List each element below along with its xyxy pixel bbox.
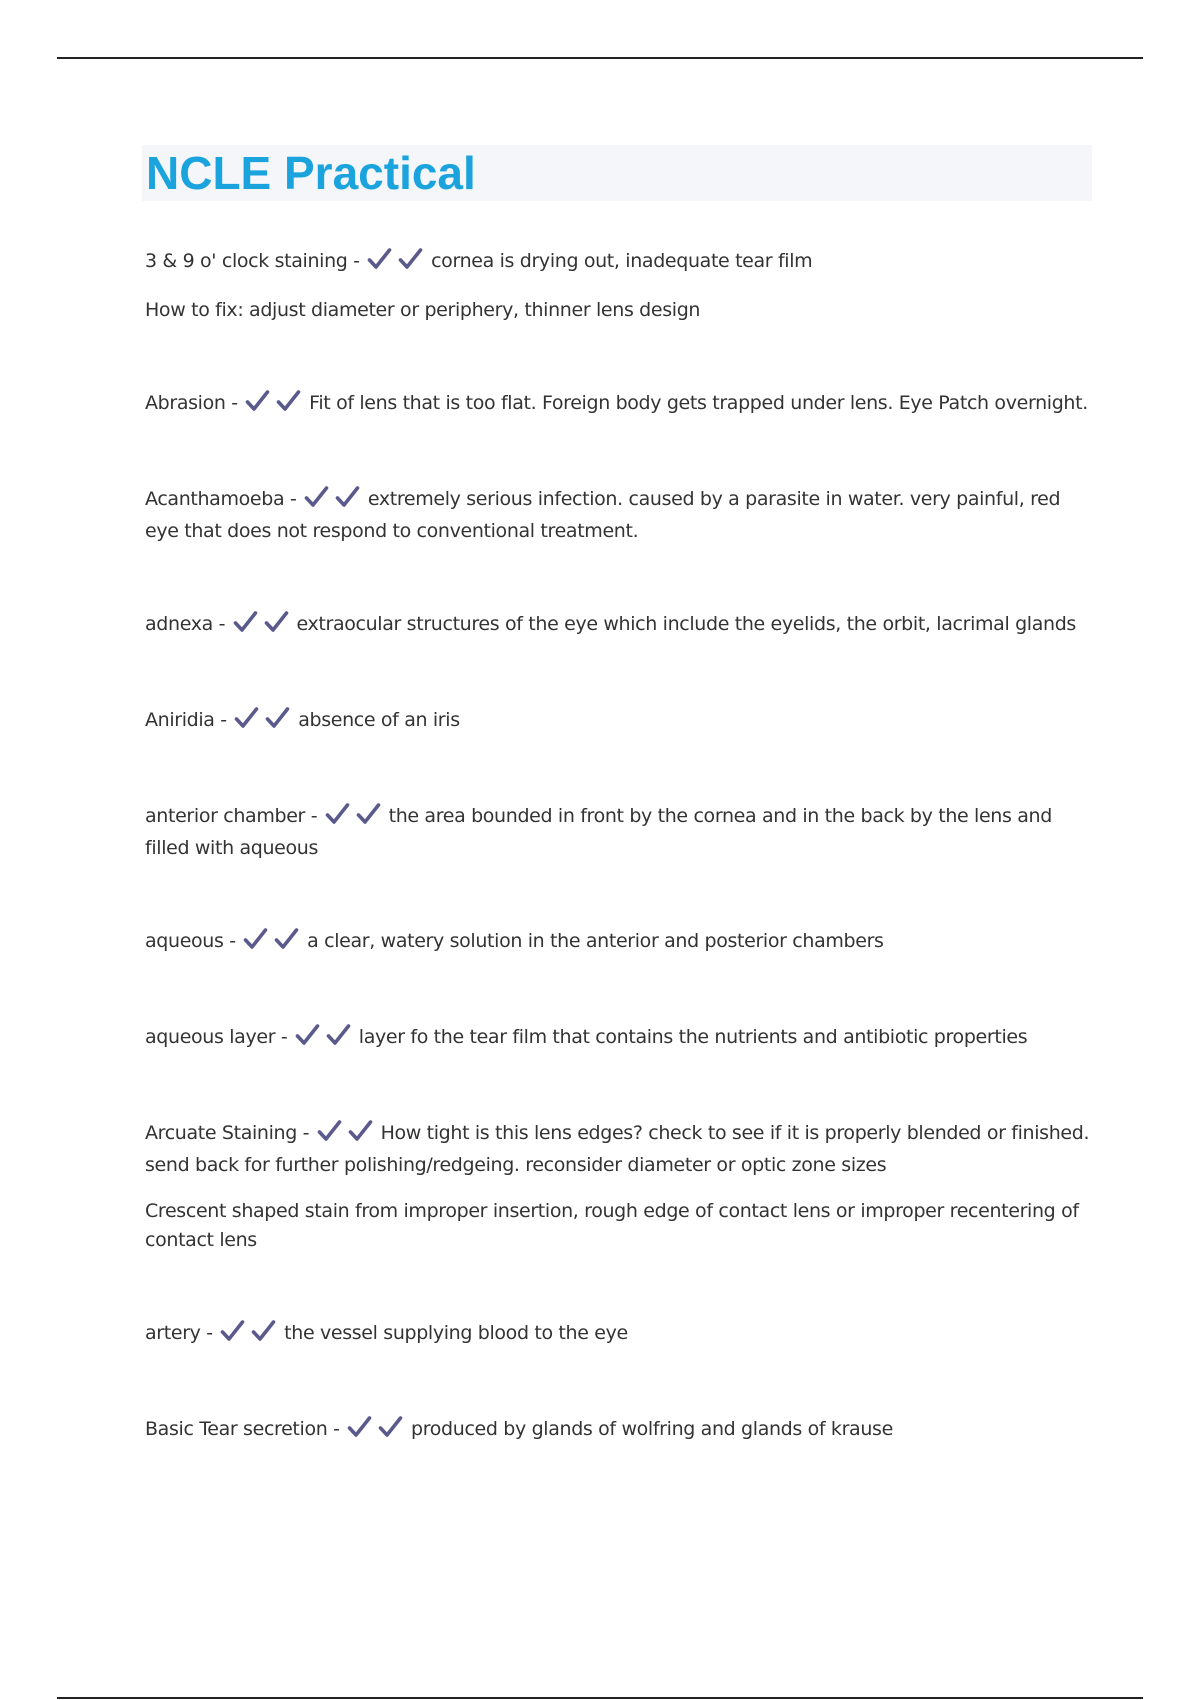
double-check-icon [367, 248, 423, 279]
double-check-icon [243, 928, 299, 959]
double-check-icon [317, 1120, 373, 1151]
flashcard-entry [145, 1319, 1095, 1351]
additional-note: How to fix: adjust diameter or periphery, thinner lens design [145, 299, 701, 321]
term: Aniridia [145, 709, 215, 731]
term-separator: - [223, 930, 242, 952]
additional-note: Crescent shaped stain from improper insertion, rough edge of contact lens or improper recentering of contact lens [145, 1200, 1079, 1251]
term-definition [145, 1319, 1095, 1351]
term-definition [145, 802, 1095, 863]
check-mark-icon [367, 248, 392, 270]
check-mark-icon [245, 390, 270, 412]
term-definition [145, 247, 1095, 279]
check-mark-icon [326, 1024, 351, 1046]
flashcard-list [145, 247, 1095, 1511]
definition: extraocular structures of the eye which include the eyelids, the orbit, lacrimal glands [296, 613, 1076, 635]
double-check-icon [245, 390, 301, 421]
term: Arcuate Staining [145, 1122, 297, 1144]
definition: absence of an iris [298, 709, 460, 731]
term-definition [145, 927, 1095, 959]
term-separator: - [200, 1322, 219, 1344]
flashcard-entry [145, 485, 1095, 546]
term: anterior chamber [145, 805, 305, 827]
check-mark-icon [295, 1024, 320, 1046]
check-mark-icon [398, 248, 423, 270]
check-mark-icon [274, 928, 299, 950]
check-mark-icon [276, 390, 301, 412]
term: Acanthamoeba [145, 488, 285, 510]
term-separator: - [327, 1418, 346, 1440]
term-separator: - [305, 805, 323, 827]
double-check-icon [233, 611, 289, 642]
flashcard-entry [145, 389, 1095, 421]
definition: cornea is drying out, inadequate tear film [431, 250, 813, 272]
term: adnexa [145, 613, 213, 635]
term-separator: - [212, 613, 231, 635]
check-mark-icon [264, 611, 289, 633]
term-separator: - [214, 709, 233, 731]
term-definition [145, 706, 1095, 738]
double-check-icon [295, 1024, 351, 1055]
flashcard-entry [145, 706, 1095, 738]
definition: the area bounded in front by the cornea and in the back by the lens and filled with aqueous [145, 805, 1052, 859]
term-definition [145, 610, 1095, 642]
check-mark-icon [304, 486, 329, 508]
flashcard-entry [145, 927, 1095, 959]
definition: the vessel supplying blood to the eye [284, 1322, 628, 1344]
flashcard-entry [145, 1415, 1095, 1447]
definition: layer fo the tear film that contains the nutrients and antibiotic properties [358, 1026, 1028, 1048]
term: Basic Tear secretion [145, 1418, 328, 1440]
term-definition [145, 389, 1095, 421]
bottom-rule [57, 1697, 1143, 1699]
check-mark-icon [356, 803, 381, 825]
double-check-icon [220, 1320, 276, 1351]
double-check-icon [347, 1416, 403, 1447]
flashcard-entry [145, 1023, 1095, 1055]
definition: extremely serious infection. caused by a parasite in water. very painful, red eye that does not respond to conventional treatment. [145, 488, 1061, 542]
term-definition [145, 1023, 1095, 1055]
check-mark-icon [335, 486, 360, 508]
flashcard-entry [145, 1119, 1095, 1255]
term-definition [145, 1415, 1095, 1447]
check-mark-icon [347, 1416, 372, 1438]
document-title: NCLE Practical [146, 147, 476, 199]
check-mark-icon [251, 1320, 276, 1342]
flashcard-entry [145, 247, 1095, 325]
check-mark-icon [325, 803, 350, 825]
term-definition [145, 485, 1095, 546]
definition: produced by glands of wolfring and glands of krause [411, 1418, 893, 1440]
definition: a clear, watery solution in the anterior and posterior chambers [307, 930, 884, 952]
check-mark-icon [243, 928, 268, 950]
top-rule [57, 57, 1143, 59]
term-separator: - [284, 488, 303, 510]
check-mark-icon [317, 1120, 342, 1142]
title-band [142, 145, 1092, 201]
check-mark-icon [265, 707, 290, 729]
term: 3 & 9 o' clock staining [145, 250, 348, 272]
check-mark-icon [234, 707, 259, 729]
check-mark-icon [233, 611, 258, 633]
double-check-icon [325, 803, 381, 834]
term: aqueous layer [145, 1026, 276, 1048]
term-definition [145, 1119, 1095, 1180]
flashcard-entry [145, 802, 1095, 863]
term-separator: - [347, 250, 366, 272]
term-separator: - [296, 1122, 315, 1144]
term: Abrasion [145, 392, 226, 414]
check-mark-icon [220, 1320, 245, 1342]
flashcard-entry [145, 610, 1095, 642]
definition: Fit of lens that is too flat. Foreign body gets trapped under lens. Eye Patch overnight. [309, 392, 1088, 414]
term: aqueous [145, 930, 224, 952]
definition: How tight is this lens edges? check to see if it is properly blended or finished. send back for further polishing/redgeing. reconsider diameter or optic zone sizes [145, 1122, 1090, 1176]
check-mark-icon [348, 1120, 373, 1142]
double-check-icon [234, 707, 290, 738]
double-check-icon [304, 486, 360, 517]
term-separator: - [225, 392, 244, 414]
check-mark-icon [378, 1416, 403, 1438]
term: artery [145, 1322, 201, 1344]
term-separator: - [275, 1026, 294, 1048]
